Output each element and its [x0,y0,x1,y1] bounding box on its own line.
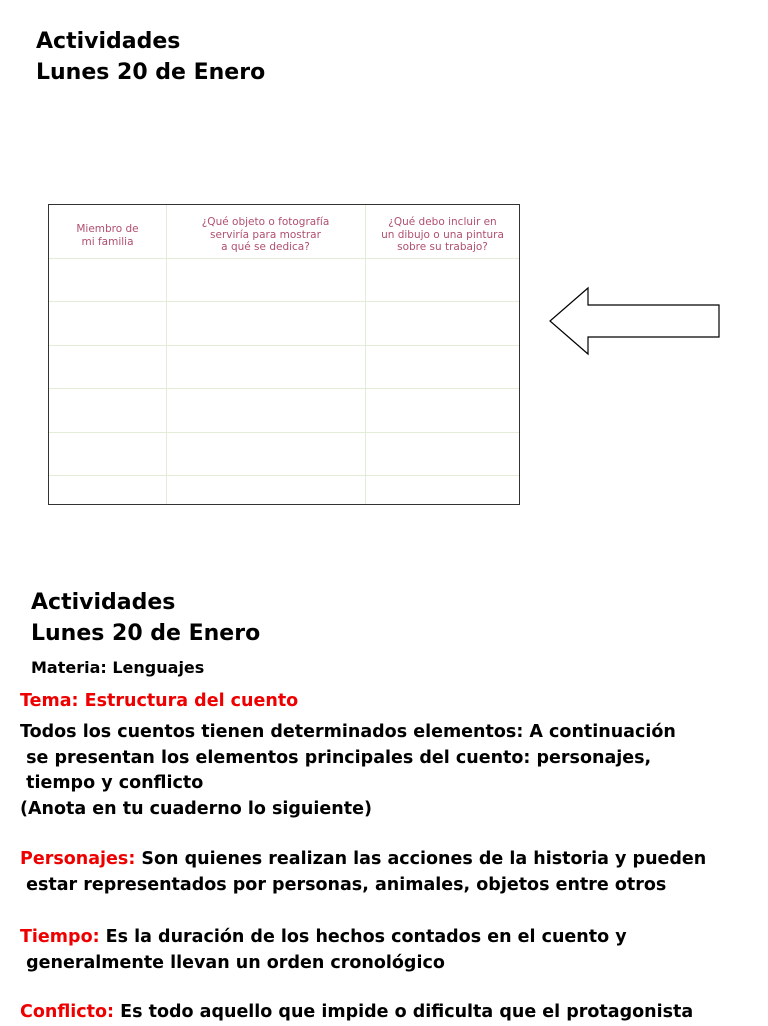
slide2-title-line1: Actividades [31,590,176,615]
personajes-text: Son quienes realizan las acciones de la historia y pueden estar representados por personas, animales, objetos entre otros [26,849,707,895]
slide1-title-line2: Lunes 20 de Enero [36,60,266,85]
slide2-title-line2: Lunes 20 de Enero [31,621,261,646]
tiempo-label: Tiempo: [20,927,100,947]
conflicto-paragraph [20,1000,693,1026]
slide1-title-line1: Actividades [36,29,181,54]
table-header-drawing: ¿Qué debo incluir en un dibujo o una pintura sobre su trabajo? [381,216,504,253]
tiempo-text: Es la duración de los hechos contados en el cuento y generalmente llevan un orden cronológico [26,927,627,973]
personajes-label: Personajes: [20,849,136,869]
personajes-paragraph [20,847,706,898]
conflicto-text: Es todo aquello que impide o dificulta que el protagonista [114,1002,694,1022]
slide1-title [36,26,265,88]
intro-paragraph: Todos los cuentos tienen determinados elementos: A continuación se presentan los elementos principales del cuento: personajes, tiempo y conflicto (Anota en tu cuaderno lo siguiente) [20,722,676,819]
topic-heading: Tema: Estructura del cuento [20,691,299,711]
worksheet-table [48,204,520,505]
left-arrow-icon [546,286,724,358]
subject-label: Materia: Lenguajes [31,658,205,677]
slide2-title [31,587,260,649]
table-header-family-member: Miembro de mi familia [76,223,139,248]
table-header-object-photo: ¿Qué objeto o fotografía serviría para mostrar a qué se dedica? [201,216,330,253]
tiempo-paragraph [20,925,627,976]
conflicto-label: Conflicto: [20,1002,115,1022]
